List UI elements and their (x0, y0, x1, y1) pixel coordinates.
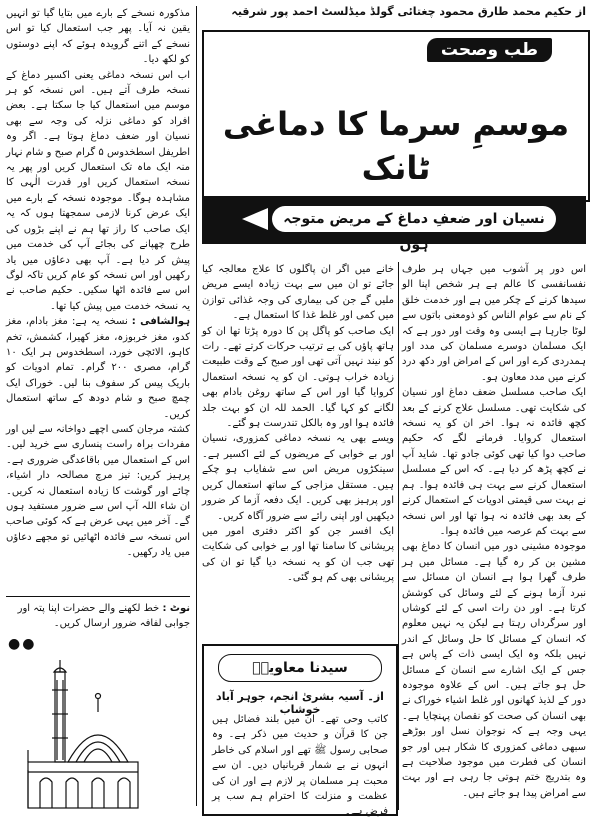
right-column (402, 262, 586, 801)
paragraph: اب اس نسخہ دماغی یعنی اکسیر دماغ کے نسخہ طرف آتے ہیں۔ اس نسخہ کو ہر موسم میں استعمال کیا جا سکتا ہے۔ بعض افراد کو دماغی نزلہ کی وجہ سے بھی نسیان اور ضعف دماغ ہوتا ہے۔ اگر وہ اطریفل اسطخدوس ۵ گرام صبح و شام نہار منہ ایک ماہ تک استعمال کریں اور پھر یہ نسخہ استعمال کریں اور قدرت الٰہی کا مشاہدہ ہوگا۔ موجودہ نسخہ کے بارے میں ایک عرض کرنا لازمی سمجھتا ہوں کہ یہ ایک صاحب کا راز تھا ہم نے اپنے بڑوں کی طرح چھپانے کی بجائے آپ کی خدمت میں پیش کر دیا ہے۔ آپ بھی دعاؤں میں یاد رکھیں اور اس نسخہ کو عام کریں تاکہ لوگ اس سے فائدہ اٹھا سکیں۔ حکیم صاحب نے یہ نسخہ خدمت میں پیش کیا تھا۔ (6, 69, 190, 312)
note-text: خط لکھنے والے حضرات اپنا پتہ اور جوابی لفافہ ضرور ارسال کریں۔ (17, 603, 190, 629)
author-line: از حکیم محمد طارق محمود چغتائی گولڈ میڈلسٹ احمد پور شرقیہ (231, 5, 586, 18)
paragraph: اس دور پر آشوب میں جہاں ہر طرف نفسانفسی کا عالم ہے ہر شخص اپنا الو سیدھا کرنے کے چکر میں ہے اور خدمت خلق کے نام سے عوام الناس کو ذومعنی باتوں سے لوٹا جارہا ہے ایسی وہ وقت اور دور ہے کہ ایک مسلمان دوسرے مسلمان کی مدد اور ہمدردی کرے اور اس کے امراض اور دکھ درد کرنے میں مدد معاون ہو۔ (402, 264, 586, 383)
recipe-label: ہوالشافی : (131, 316, 190, 328)
sidebar-author: از۔ آسیہ بشریٰ انجم، جوہر آباد خوشاب (216, 690, 384, 716)
paragraph: ویسے بھی یہ نسخہ دماغی کمزوری، نسیان اور بے خوابی کے مریضوں کے لئے اکسیر ہے۔ سینکڑوں مریض اس سے شفایاب ہو چکے ہیں۔ مستقل مزاجی کے ساتھ استعمال کریں اور پرہیز بھی کریں۔ ایک دفعہ آزما کر ضرور دیکھیں اور اپنی رائے سے ضرور آگاہ کریں۔ (202, 433, 394, 522)
subtitle: نسیان اور ضعفِ دماغ کے مریض متوجہ ہوں (272, 206, 556, 232)
recipe-paragraph (6, 314, 190, 422)
sidebar-title: سیدنا معاویہؓ (252, 660, 348, 676)
middle-column (202, 262, 394, 586)
note-label: نوٹ : (162, 603, 190, 614)
paragraph: ایک صاحب کو پاگل پن کا دورہ پڑتا تھا ان کو ہاتھ پاؤں کی بے ترتیب حرکات کرتے تھے۔ رات کو نیند نہیں آتی تھی اور صبح کے وقت طبیعت زیادہ خراب ہوتی۔ ان کو یہ نسخہ استعمال کروایا گیا اور اس کے ساتھ روغن بادام بھی لگانے کو کہا گیا۔ الحمد للہ ان کو بہت جلد فائدہ ہوا اور وہ بالکل تندرست ہو گئے۔ (202, 325, 394, 430)
sidebar-title-frame (218, 654, 382, 682)
paragraph: خانے میں اگر ان پاگلوں کا علاج معالجہ کیا جائے تو ان میں سے بہت زیادہ ایسے مریض ملیں گے جن کی بیماری کی وجہ غذائی توازن میں کمی اور غلط غذا کا استعمال ہے۔ (202, 264, 394, 322)
main-title: موسمِ سرما کا دماغی ٹانک (222, 105, 570, 187)
left-column (6, 6, 190, 561)
arrow-icon (242, 208, 268, 230)
paragraph: مذکورہ نسخے کے بارے میں بتایا گیا تو انہیں یقین نہ آیا۔ پھر جب استعمال کیا تو اس نسخے کے اتنے گرویدہ ہوئے کہ اپنے دوستوں کو لکھ دیا۔ (6, 8, 190, 66)
column-divider (196, 6, 197, 806)
paragraph: کشتہ مرجان کسی اچھے دواخانہ سے لیں اور مفردات براہ راست پنساری سے خرید لیں۔ اس کے استعمال میں باقاعدگی ضروری ہے۔ پرہیز کریں: تیز مرچ مصالحہ دار اشیاء، چائے اور گوشت کا زیادہ استعمال نہ کریں۔ ان شاء اللہ آپ اس سے ضرور مستفید ہوں گے۔ آخر میں یہی عرض ہے کہ کوئی صاحب اس نسخہ سے فائدہ اٹھائیں تو مجھے دعاؤں میں یاد رکھیں۔ (6, 423, 190, 559)
sidebar-text: کاتب وحی تھے۔ ان میں بلند فضائل ہیں جن کا قرآن و حدیث میں ذکر ہے۔ وہ صحابی رسول ﷺ تھے اور اسلام کی خاطر انہوں نے بے شمار قربانیاں دیں۔ ان سے محبت ہر مسلمان پر لازم ہے اور ان کی عظمت و منزلت کا احترام ہم سب پر فرض ہے۔ (212, 714, 388, 818)
subtitle-band (202, 196, 586, 253)
column-divider (398, 262, 399, 810)
mosque-icon (20, 650, 140, 812)
sidebar-article (202, 644, 398, 816)
quote-dots: ●● (8, 636, 37, 652)
recipe-text: نسخہ یہ ہے: مغز بادام، مغز کدو، مغز خربوزہ، مغز کھیرا، کشمش، تخم کاہو، الائچی خورد، اسطخدوس ہر ایک ۱۰ گرام، مصری ۲۰۰ گرام۔ تمام ادویات کو باریک پیس کر سفوف بنا لیں۔ خوراک ایک چمچ صبح و شام دودھ کے ساتھ استعمال کریں۔ (6, 316, 190, 420)
paragraph: ایک افسر جن کو اکثر دفتری امور میں پریشانی کا سامنا تھا اور بے خوابی کی شکایت تھی جب ان کو یہ نسخہ دیا گیا تو ان کی پریشانی بھی کم ہو گئی۔ (202, 525, 394, 584)
paragraph: موجودہ مشینی دور میں انسان کا دماغ بھی مشین بن کر رہ گیا ہے۔ مسائل میں ہر طرف گھرا ہوا ہے انسان ان مسائل سے نبرد آزما ہونے کے لئے وسائل کی کوشش کرتا ہے۔ اور دن رات اسی کے لئے کوشاں اور سرگرداں رہتا ہے لیکن یہ نہیں معلوم کہ انسان کے مسائل کا حل وسائل کے اندر نہیں بلکہ وہ ایک ایسی ذات کے پاس ہے جس کے ایک اشارے سے انسان کے مسائل حل ہو جاتے ہیں۔ اس کے علاوہ موجودہ دور کے لذیذ کھانوں اور غلط اشیاء خوراک نے بھی انسان کی صحت کو نقصان پہنچایا ہے۔ یہی وجہ ہے کہ نوجوان نسل اور بوڑھے سبھی دماغی کمزوری کا شکار ہیں اور جو انسان کی فطرت میں موجود صلاحیت ہے وہ بتدریج ختم ہوتی جا رہی ہے اور بہت سے امراض پیدا ہو جاتے ہیں۔ (402, 541, 586, 799)
paragraph: ایک صاحب مسلسل ضعف دماغ اور نسیان کی شکایت تھی۔ مسلسل علاج کرنے کے بعد کچھ فائدہ نہ ہوا۔ اخر ان کو یہ نسخہ استعمال کروایا۔ فرمانے لگے کہ حکیم صاحب دوا کیا تھی کوئی جادو تھا۔ شاید آپ نے کچھ پڑھ کر دیا ہے۔ کہ اس کے مسلسل استعمال کرنے سے بہت ہی فائدہ ہوا۔ ہم نے بہت سی قیمتی ادویات کے استعمال کرنے کے بعد بھی فائدہ نہ ہوا تھا اور اس نسخہ سے بہت کم عرصہ میں فائدہ ہوا۔ (402, 387, 586, 537)
note-line (6, 596, 190, 631)
title-box (202, 30, 590, 202)
section-label: طب وصحت (427, 38, 552, 62)
